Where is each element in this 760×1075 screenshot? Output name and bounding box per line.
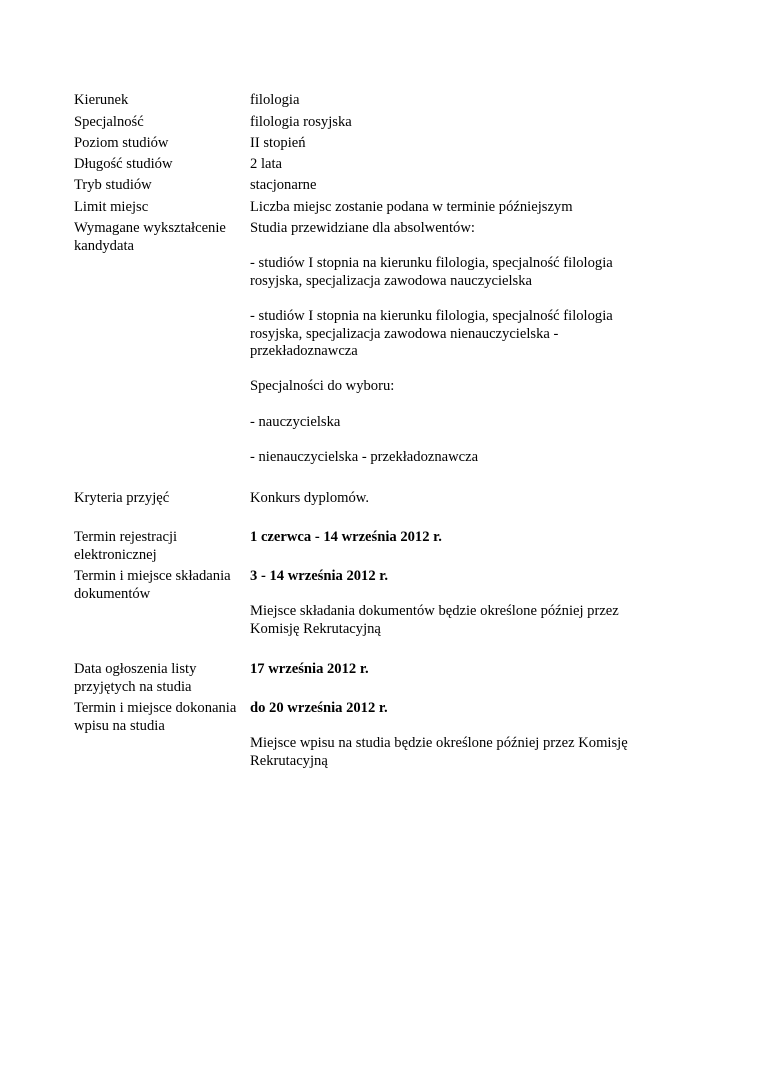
label-kryteria: Kryteria przyjęć xyxy=(74,490,170,506)
label-wpis: Termin i miejsce dokonania wpisu na studia xyxy=(74,700,237,734)
value-dokumenty xyxy=(250,568,660,638)
value-specjalnosc: filologia rosyjska xyxy=(250,114,352,130)
enrollment-place: Miejsce wpisu na studia będzie określone później przez Komisję Rekrutacyjną xyxy=(250,735,628,769)
specialty-1: - nauczycielska xyxy=(250,413,341,430)
documents-place: Miejsce składania dokumentów będzie określone później przez Komisję Rekrutacyjną xyxy=(250,603,619,637)
enrollment-date: do 20 września 2012 r. xyxy=(250,700,388,716)
label-kierunek: Kierunek xyxy=(74,92,129,108)
label-specjalnosc: Specjalność xyxy=(74,114,144,130)
label-dokumenty: Termin i miejsce składania dokumentów xyxy=(74,568,231,602)
label-wymagane-wyksztalcenie: Wymagane wykształcenie kandydata xyxy=(74,220,226,254)
value-kryteria: Konkurs dyplomów. xyxy=(250,490,370,506)
documents-date: 3 - 14 września 2012 r. xyxy=(250,568,389,584)
education-option-2: - studiów I stopnia na kierunku filologia, specjalność filologia rosyjska, specjalizacja zawodowa nienauczycielska - przekładoznawcza xyxy=(250,307,613,360)
education-option-1: - studiów I stopnia na kierunku filologia, specjalność filologia rosyjska, specjalizacja zawodowa nauczycielska xyxy=(250,255,613,289)
label-limit-miejsc: Limit miejsc xyxy=(74,199,149,215)
label-ogloszenie: Data ogłoszenia listy przyjętych na studia xyxy=(74,661,197,695)
label-tryb-studiow: Tryb studiów xyxy=(74,177,152,193)
value-wymagane-wyksztalcenie xyxy=(250,220,660,466)
value-poziom-studiow: II stopień xyxy=(250,135,306,151)
specialties-heading: Specjalności do wyboru: xyxy=(250,378,395,395)
education-intro: Studia przewidziane dla absolwentów: xyxy=(250,220,475,236)
value-rejestracja: 1 czerwca - 14 września 2012 r. xyxy=(250,529,442,545)
label-dlugosc-studiow: Długość studiów xyxy=(74,156,173,172)
label-rejestracja: Termin rejestracji elektronicznej xyxy=(74,529,178,563)
value-tryb-studiow: stacjonarne xyxy=(250,177,317,193)
value-ogloszenie: 17 września 2012 r. xyxy=(250,661,369,677)
label-poziom-studiow: Poziom studiów xyxy=(74,135,169,151)
value-dlugosc-studiow: 2 lata xyxy=(250,156,283,172)
specialty-2: - nienauczycielska - przekładoznawcza xyxy=(250,448,479,465)
value-limit-miejsc: Liczba miejsc zostanie podana w terminie późniejszym xyxy=(250,199,573,215)
value-wpis xyxy=(250,700,660,770)
value-kierunek: filologia xyxy=(250,92,300,108)
